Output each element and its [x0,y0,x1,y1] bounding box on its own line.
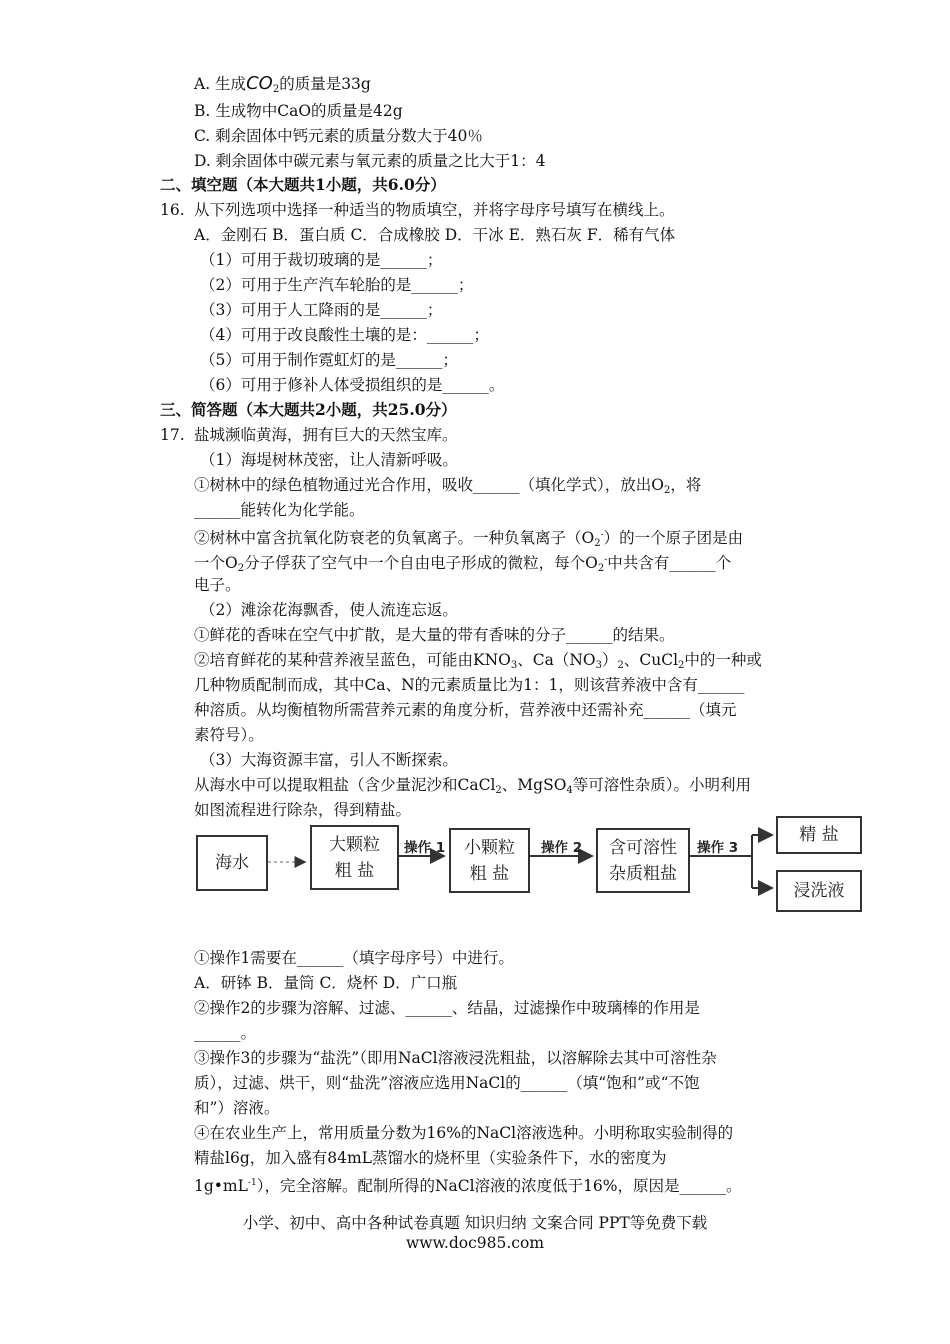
box-seawater [196,835,268,891]
subscript: 4 [566,785,573,796]
q17-sub-4-line-c [194,1173,742,1196]
box-small-crude-salt-label [464,835,515,887]
text-segment: 等可溶性杂质）。小明利用 [572,776,752,794]
q17-part-2: （2）滩涂花海飘香，使人流连忘返。 [200,601,458,619]
label-operation-1: 操作 1 [404,840,446,856]
q15-option-b: B. 生成物中CaO的质量是42g [194,102,403,120]
q17-part-1-item-1-line-b: ______能转化为化学能。 [194,501,365,519]
box-small-crude-salt [449,828,530,893]
q16-item: （5）可用于制作霓虹灯的是______； [200,351,458,369]
q16-item: （1）可用于裁切玻璃的是______； [200,251,443,269]
q15-option-a-suffix: 的质量是33g [279,75,371,93]
q17-sub-1: ①操作1需要在______（填字母序号）中进行。 [194,949,514,967]
subscript: 2 [597,563,605,574]
text-segment: 一个O [194,554,238,572]
subscript: 3 [510,660,518,671]
label-line: 小颗粒 [464,837,515,858]
box-seawater-label: 海水 [215,853,249,873]
text-segment: 、Ca（NO [517,651,596,669]
text-segment: ） [601,651,618,669]
subscript: 2 [678,660,685,671]
q17-sub-2-line-b: ______。 [194,1024,257,1042]
q15-option-a-prefix: A. 生成 [194,75,247,93]
co2-formula: CO [246,73,273,94]
text-segment: 、MgSO [501,776,567,794]
box-wash-liquid [776,870,862,912]
text-segment: ①树林中的绿色植物通过光合作用，吸收______（填化学式），放出O [194,476,664,494]
label-operation-3: 操作 3 [697,840,739,856]
q16-stem: 从下列选项中选择一种适当的物质填空，并将字母序号填写在横线上。 [194,201,675,219]
text-segment: ②树林中富含抗氧化防衰老的负氧离子。一种负氧离子（O [194,529,595,547]
text-segment: ）的一个原子团是由 [603,529,744,547]
q17-part-1: （1）海堤树林茂密，让人清新呼吸。 [200,451,458,469]
q17-sub-4-line-b: 精盐l6g，加入盛有84mL蒸馏水的烧杯里（实验条件下，水的密度为 [194,1149,667,1167]
q17-stem: 盐城濒临黄海，拥有巨大的天然宝库。 [194,426,458,444]
q17-sub-2-line-a: ②操作2的步骤为溶解、过滤、______、结晶，过滤操作中玻璃棒的作用是 [194,999,700,1017]
q16-number: 16. [160,201,185,219]
section-2-heading: 二、填空题（本大题共1小题，共6.0分） [160,175,446,194]
box-fine-salt-label: 精 盐 [799,825,839,845]
subscript: 2 [663,485,671,496]
footer-url[interactable]: www.doc985.com [405,1234,545,1252]
superscript: - [600,530,604,540]
q17-sub-3-line-c: 和”）溶液。 [194,1099,280,1117]
q16-item: （6）可用于修补人体受损组织的是______。 [200,376,505,394]
text-segment: ②培育鲜花的某种营养液呈蓝色，可能由KNO [194,651,511,669]
q17-part-3-line-b: 如图流程进行除杂，得到精盐。 [194,801,412,819]
q17-number: 17. [160,426,185,444]
label-line: 粗 盐 [469,863,510,884]
label-operation-2: 操作 2 [541,840,583,856]
label-line: 大颗粒 [329,834,380,855]
box-big-crude-salt [310,825,399,890]
box-wash-liquid-label: 浸洗液 [793,881,845,901]
subscript: 2 [495,785,502,796]
footer-text: 小学、初中、高中各种试卷真题 知识归纳 文案合同 PPT等免费下载 [242,1214,708,1232]
text-segment: 从海水中可以提取粗盐（含少量泥沙和CaCl [194,776,496,794]
section-3-heading: 三、简答题（本大题共2小题，共25.0分） [160,400,457,419]
box-soluble-impurity-salt-label [609,835,677,887]
label-line: 粗 盐 [334,860,375,881]
q15-option-d: D. 剩余固体中碳元素与氧元素的质量之比大于1：4 [194,152,546,170]
q17-part-2-item-2-line-c: 种溶质。从均衡植物所需营养元素的角度分析，营养液中还需补充______（填元 [194,701,737,719]
subscript: 3 [595,660,602,671]
q17-part-2-item-1: ①鲜花的香味在空气中扩散，是大量的带有香味的分子______的结果。 [194,626,675,644]
text-segment: ），完全溶解。配制所得的NaCl溶液的浓度低于16%，原因是______。 [256,1177,742,1195]
text-segment: 分子俘获了空气中一个自由电子形成的微粒，每个O [244,554,598,572]
text-segment: 、CuCl [623,651,679,669]
text-segment: 1g•mL [194,1177,248,1195]
text-segment: 中的一种或 [684,651,762,669]
q17-part-3: （3）大海资源丰富，引人不断探索。 [200,751,458,769]
text-segment: ，将 [670,476,702,494]
box-fine-salt [776,816,862,854]
subscript: 2 [594,538,601,549]
q16-options: A．金刚石 B．蛋白质 C．合成橡胶 D．干冰 E．熟石灰 F．稀有气体 [194,226,676,244]
subscript: 2 [237,563,245,574]
q15-option-c: C. 剩余固体中钙元素的质量分数大于40％ [194,127,483,145]
box-big-crude-salt-label [329,832,380,884]
q17-sub-3-line-b: 质），过滤、烘干，则“盐洗”溶液应选用NaCl的______（填“饱和”或“不饱 [194,1074,700,1092]
q16-item: （3）可用于人工降雨的是______； [200,301,443,319]
q17-part-2-item-2-line-b: 几种物质配制而成，其中Ca、N的元素质量比为1：1，则该营养液中含有______ [194,676,745,694]
q17-sub-1-options: A．研钵 B．量筒 C．烧杯 D．广口瓶 [194,974,458,992]
q17-sub-4-line-a: ④在农业生产上，常用质量分数为16%的NaCl溶液选种。小明称取实验制得的 [194,1124,734,1142]
q16-item: （4）可用于改良酸性土壤的是：______； [200,326,489,344]
co2-subscript: 2 [272,84,280,95]
q16-item: （2）可用于生产汽车轮胎的是______； [200,276,474,294]
superscript: - [604,555,608,565]
q17-sub-3-line-a: ③操作3的步骤为“盐洗”（即用NaCl溶液浸洗粗盐，以溶解除去其中可溶性杂 [194,1049,717,1067]
label-line: 含可溶性 [609,837,677,858]
text-segment: 中共含有______个 [607,554,732,572]
box-soluble-impurity-salt [596,828,690,893]
q17-part-2-item-2-line-d: 素符号）。 [194,726,264,744]
subscript: 2 [617,660,624,671]
q17-part-1-item-2-line-c: 电子。 [194,576,241,594]
superscript: -1 [247,1178,257,1188]
label-line: 杂质粗盐 [609,863,677,884]
